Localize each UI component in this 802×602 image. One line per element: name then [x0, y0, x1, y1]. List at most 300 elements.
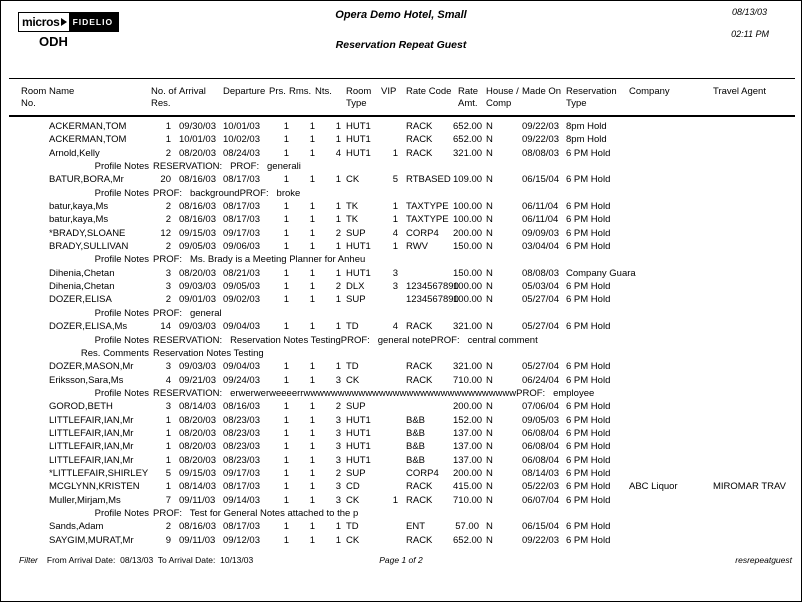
cell-name: Dihenia,Chetan — [49, 281, 115, 293]
cell-room_type: HUT1 — [346, 121, 371, 132]
cell-room_type: HUT1 — [346, 441, 371, 453]
cell-company — [627, 320, 709, 333]
note-cell — [9, 253, 795, 266]
cell-res: 1 — [165, 134, 171, 146]
cell-room_no — [9, 213, 47, 226]
cell-rate_code: B&B — [406, 454, 426, 466]
cell-room_type: SUP — [346, 294, 366, 306]
cell-made_on: 06/08/04 — [522, 441, 559, 453]
cell-travel_agent — [709, 467, 795, 480]
note-text: PROF: general — [153, 307, 222, 319]
cell-rate_code: RACK — [406, 361, 433, 373]
cell-arrival: 08/20/03 — [179, 454, 216, 466]
cell-room_type: CK — [346, 174, 360, 186]
cell-departure: 09/17/03 — [223, 467, 260, 479]
cell-departure: 09/12/03 — [223, 534, 260, 546]
cell-rate_amt: 137.00 — [453, 441, 483, 453]
cell-room_no — [9, 147, 47, 160]
cell-room_type: HUT1 — [346, 414, 371, 426]
cell-res_type: 6 PM Hold — [566, 414, 611, 426]
cell-nts: 4 — [335, 147, 341, 159]
cell-vip: 3 — [392, 267, 398, 279]
cell-rate_amt: 152.00 — [453, 414, 483, 426]
table-row — [9, 534, 795, 547]
cell-nts: 3 — [335, 494, 341, 506]
cell-house_comp: N — [486, 454, 493, 466]
cell-departure: 10/01/03 — [223, 121, 260, 132]
cell-departure: 08/23/03 — [223, 441, 260, 453]
cell-room_no — [9, 427, 47, 440]
cell-rms: 1 — [309, 361, 315, 373]
cell-house_comp: N — [486, 147, 493, 159]
cell-made_on: 07/06/04 — [522, 401, 559, 413]
cell-company — [627, 227, 709, 240]
cell-arrival: 08/20/03 — [179, 414, 216, 426]
cell-rms: 1 — [309, 174, 315, 186]
table-row — [9, 213, 795, 226]
cell-res: 2 — [165, 294, 171, 306]
cell-rms: 1 — [309, 454, 315, 466]
cell-house_comp: N — [486, 521, 493, 533]
cell-company — [627, 293, 709, 306]
cell-house_comp: N — [486, 121, 493, 132]
cell-travel_agent — [709, 360, 795, 373]
note-text: PROF: Ms. Brady is a Meeting Planner for Anheu — [153, 254, 366, 266]
cell-made_on: 06/15/04 — [522, 521, 559, 533]
note-text: Reservation Notes Testing — [153, 347, 264, 359]
cell-travel_agent — [709, 293, 795, 306]
cell-res: 12 — [160, 227, 171, 239]
note-row — [9, 507, 795, 520]
col-header-made_on: Made On — [522, 86, 562, 97]
cell-house_comp: N — [486, 321, 493, 333]
cell-prs: 1 — [283, 321, 289, 333]
cell-house_comp: N — [486, 294, 493, 306]
cell-arrival: 08/16/03 — [179, 201, 216, 213]
cell-vip — [379, 400, 398, 413]
table-row — [9, 454, 795, 467]
cell-res: 1 — [165, 481, 171, 493]
cell-vip: 1 — [392, 494, 398, 506]
cell-vip: 4 — [392, 321, 398, 333]
cell-name: BATUR,BORA,Mr — [49, 174, 124, 186]
note-cell — [9, 334, 795, 347]
cell-name: LITTLEFAIR,IAN,Mr — [49, 414, 134, 426]
cell-arrival: 08/16/03 — [179, 174, 216, 186]
cell-room_type: CK — [346, 534, 360, 546]
report-title: Reservation Repeat Guest — [335, 39, 467, 51]
filter-text: From Arrival Date: 08/13/03 To Arrival Date: 10/13/03 — [46, 555, 254, 565]
cell-nts: 1 — [335, 521, 341, 533]
cell-vip: 1 — [392, 214, 398, 226]
cell-vip — [379, 534, 398, 547]
note-row — [9, 307, 795, 320]
cell-nts: 1 — [335, 121, 341, 132]
cell-name: BRADY,SULLIVAN — [49, 241, 129, 253]
note-row — [9, 160, 795, 173]
col-header-travel_agent: Travel Agent — [713, 86, 766, 97]
report-date: 08/13/03 — [731, 7, 767, 17]
cell-res_type: 6 PM Hold — [566, 321, 611, 333]
cell-res_type: 6 PM Hold — [566, 534, 611, 546]
cell-res_type: 6 PM Hold — [566, 147, 611, 159]
cell-room_no — [9, 133, 47, 146]
header-row — [9, 86, 795, 109]
cell-house_comp: N — [486, 374, 493, 386]
cell-res_type: 8pm Hold — [566, 134, 607, 146]
cell-res: 4 — [165, 374, 171, 386]
cell-res_type: 6 PM Hold — [566, 441, 611, 453]
cell-arrival: 09/21/03 — [179, 374, 216, 386]
cell-rate_amt: 109.00 — [453, 174, 483, 186]
cell-name: Arnold,Kelly — [49, 147, 100, 159]
cell-prs: 1 — [283, 201, 289, 213]
property-code: ODH — [39, 34, 68, 49]
top-rule — [9, 78, 795, 79]
cell-res_type: 6 PM Hold — [566, 281, 611, 293]
table-row — [9, 200, 795, 213]
cell-room_no — [9, 173, 47, 186]
cell-rate_code: RACK — [406, 374, 433, 386]
cell-rms: 1 — [309, 147, 315, 159]
note-label: Profile Notes — [94, 161, 149, 173]
cell-departure: 09/06/03 — [223, 241, 260, 253]
note-label: Profile Notes — [94, 507, 149, 519]
cell-room_no — [9, 520, 47, 533]
cell-rate_code: RACK — [406, 121, 433, 132]
cell-res: 5 — [165, 467, 171, 479]
logo-arrow-icon — [61, 18, 71, 26]
cell-travel_agent: MIROMAR TRAV — [713, 481, 787, 493]
cell-made_on: 05/27/04 — [522, 294, 559, 306]
cell-res: 2 — [165, 147, 171, 159]
cell-rate_code: TAXTYPE — [406, 214, 449, 226]
cell-rate_code: B&B — [406, 414, 426, 426]
cell-room_type: TK — [346, 201, 359, 213]
cell-room_type: CK — [346, 494, 360, 506]
cell-room_type: CK — [346, 374, 360, 386]
cell-made_on: 09/05/03 — [522, 414, 559, 426]
cell-res_type: 6 PM Hold — [566, 401, 611, 413]
cell-res_type: 6 PM Hold — [566, 201, 611, 213]
hotel-name-title: Opera Demo Hotel, Small — [335, 9, 467, 21]
cell-res_type: 8pm Hold — [566, 121, 607, 132]
cell-arrival: 09/11/03 — [179, 534, 216, 546]
cell-departure: 08/23/03 — [223, 454, 260, 466]
cell-res_type: 6 PM Hold — [566, 494, 611, 506]
cell-company: ABC Liquor — [629, 481, 678, 493]
cell-vip — [379, 360, 398, 373]
table-row — [9, 293, 795, 306]
cell-res_type: 6 PM Hold — [566, 467, 611, 479]
cell-prs: 1 — [283, 134, 289, 146]
cell-res: 3 — [165, 361, 171, 373]
col-header-rate_code: Rate Code — [406, 86, 452, 97]
cell-prs: 1 — [283, 241, 289, 253]
cell-vip — [379, 374, 398, 387]
cell-res_type: 6 PM Hold — [566, 361, 611, 373]
cell-departure: 09/05/03 — [223, 281, 260, 293]
note-label: Profile Notes — [94, 254, 149, 266]
cell-travel_agent — [709, 147, 795, 160]
cell-room_no — [9, 374, 47, 387]
cell-nts: 2 — [335, 467, 341, 479]
cell-rate_code: RACK — [406, 494, 433, 506]
note-row — [9, 187, 795, 200]
cell-res: 9 — [165, 534, 171, 546]
cell-name: Muller,Mirjam,Ms — [49, 494, 121, 506]
cell-rms: 1 — [309, 134, 315, 146]
cell-rate_amt: 100.00 — [453, 201, 483, 213]
cell-company — [627, 440, 709, 453]
cell-departure: 09/02/03 — [223, 294, 260, 306]
cell-made_on: 06/07/04 — [522, 494, 559, 506]
cell-prs: 1 — [283, 281, 289, 293]
cell-rms: 1 — [309, 121, 315, 132]
cell-arrival: 08/14/03 — [179, 481, 216, 493]
note-text: RESERVATION: PROF: generali — [153, 161, 301, 173]
cell-room_type: SUP — [346, 467, 366, 479]
cell-res: 1 — [165, 441, 171, 453]
cell-arrival: 09/03/03 — [179, 361, 216, 373]
cell-res: 1 — [165, 414, 171, 426]
cell-res: 1 — [165, 454, 171, 466]
cell-travel_agent — [709, 440, 795, 453]
col-header-res: No. of Res. — [151, 86, 177, 109]
cell-rate_amt: 100.00 — [453, 281, 483, 293]
cell-house_comp: N — [486, 134, 493, 146]
note-text: RESERVATION: Reservation Notes TestingPROF: general notePROF: central comment — [153, 334, 538, 346]
cell-res_type: 6 PM Hold — [566, 227, 611, 239]
cell-travel_agent — [709, 534, 795, 547]
cell-company — [627, 133, 709, 146]
cell-res_type: Company Guara — [566, 267, 636, 279]
cell-made_on: 06/11/04 — [522, 201, 559, 213]
cell-departure: 09/04/03 — [223, 321, 260, 333]
cell-room_type: TD — [346, 321, 359, 333]
cell-room_no — [9, 360, 47, 373]
cell-made_on: 09/22/03 — [522, 534, 559, 546]
cell-vip — [379, 120, 398, 133]
cell-vip — [379, 427, 398, 440]
cell-travel_agent — [709, 400, 795, 413]
cell-prs: 1 — [283, 481, 289, 493]
table-row — [9, 520, 795, 533]
cell-name: ACKERMAN,TOM — [49, 121, 127, 132]
note-text: PROF: Test for General Notes attached to the p — [153, 507, 359, 519]
cell-travel_agent — [709, 267, 795, 280]
cell-room_no — [9, 280, 47, 293]
cell-vip — [379, 133, 398, 146]
col-header-res_type: Reservation Type — [566, 86, 617, 109]
cell-company — [627, 267, 709, 280]
cell-res_type: 6 PM Hold — [566, 214, 611, 226]
cell-res: 3 — [165, 281, 171, 293]
cell-rate_amt: 321.00 — [453, 361, 483, 373]
cell-departure: 08/23/03 — [223, 427, 260, 439]
cell-rate_code: RACK — [406, 147, 433, 159]
cell-name: *LITTLEFAIR,SHIRLEY — [49, 467, 149, 479]
cell-rms: 1 — [309, 281, 315, 293]
cell-room_no — [9, 454, 47, 467]
report-time: 02:11 PM — [731, 29, 769, 39]
cell-rate_amt: 652.00 — [453, 534, 483, 546]
cell-travel_agent — [709, 173, 795, 186]
cell-house_comp: N — [486, 494, 493, 506]
cell-rms: 1 — [309, 241, 315, 253]
cell-company — [627, 280, 709, 293]
cell-res_type: 6 PM Hold — [566, 454, 611, 466]
cell-room_no — [9, 227, 47, 240]
cell-nts: 1 — [335, 214, 341, 226]
cell-arrival: 09/15/03 — [179, 227, 216, 239]
cell-rms: 1 — [309, 294, 315, 306]
cell-house_comp: N — [486, 267, 493, 279]
cell-vip — [379, 480, 398, 493]
note-row — [9, 253, 795, 266]
cell-res: 2 — [165, 521, 171, 533]
cell-rate_amt: 57.00 — [455, 521, 479, 533]
cell-arrival: 08/16/03 — [179, 521, 216, 533]
cell-room_type: HUT1 — [346, 427, 371, 439]
cell-rms: 1 — [309, 481, 315, 493]
cell-rate_amt: 150.00 — [453, 267, 483, 279]
cell-travel_agent — [709, 280, 795, 293]
cell-departure: 09/24/03 — [223, 374, 260, 386]
note-label: Profile Notes — [94, 387, 149, 399]
cell-made_on: 09/22/03 — [522, 121, 559, 132]
cell-room_type: TK — [346, 214, 359, 226]
cell-rate_amt: 200.00 — [453, 401, 483, 413]
cell-nts: 2 — [335, 227, 341, 239]
cell-prs: 1 — [283, 174, 289, 186]
cell-nts: 1 — [335, 134, 341, 146]
cell-made_on: 05/03/04 — [522, 281, 559, 293]
cell-nts: 3 — [335, 481, 341, 493]
cell-room_type: DLX — [346, 281, 365, 293]
cell-arrival: 08/20/03 — [179, 267, 216, 279]
cell-vip: 1 — [392, 241, 398, 253]
cell-rms: 1 — [309, 267, 315, 279]
cell-room_type: HUT1 — [346, 454, 371, 466]
cell-departure: 08/17/03 — [223, 201, 260, 213]
cell-res: 3 — [165, 267, 171, 279]
cell-room_no — [9, 320, 47, 333]
cell-departure: 08/17/03 — [223, 481, 260, 493]
cell-company — [627, 494, 709, 507]
cell-rate_code: 1234567890 — [406, 281, 459, 293]
cell-rms: 1 — [309, 534, 315, 546]
cell-travel_agent — [709, 454, 795, 467]
cell-made_on: 06/08/04 — [522, 427, 559, 439]
cell-res: 2 — [165, 241, 171, 253]
cell-house_comp: N — [486, 174, 493, 186]
cell-rms: 1 — [309, 214, 315, 226]
cell-made_on: 05/22/03 — [522, 481, 559, 493]
cell-house_comp: N — [486, 281, 493, 293]
table-row — [9, 147, 795, 160]
cell-name: GOROD,BETH — [49, 401, 113, 413]
note-row — [9, 387, 795, 400]
cell-nts: 3 — [335, 374, 341, 386]
cell-prs: 1 — [283, 414, 289, 426]
cell-res: 1 — [165, 121, 171, 132]
cell-room_type: TD — [346, 361, 359, 373]
cell-nts: 3 — [335, 454, 341, 466]
cell-res_type: 6 PM Hold — [566, 481, 611, 493]
table-row — [9, 467, 795, 480]
cell-name: SAYGIM,MURAT,Mr — [49, 534, 134, 546]
cell-departure: 08/17/03 — [223, 214, 260, 226]
cell-rms: 1 — [309, 414, 315, 426]
report-code: resrepeatguest — [735, 555, 792, 565]
col-header-prs: Prs. — [269, 86, 286, 97]
col-header-house_comp: House / Comp — [486, 86, 519, 109]
cell-rate_code: B&B — [406, 427, 426, 439]
col-header-room_type: Room Type — [346, 86, 372, 109]
cell-company — [627, 400, 709, 413]
cell-prs: 1 — [283, 401, 289, 413]
cell-name: ACKERMAN,TOM — [49, 134, 127, 146]
cell-nts: 3 — [335, 414, 341, 426]
cell-travel_agent — [709, 240, 795, 253]
cell-prs: 1 — [283, 454, 289, 466]
cell-nts: 1 — [335, 534, 341, 546]
note-text: RESERVATION: erwerwerweeeerrwwwwwwwwwwwwwwwwwwwwwwwwwwwwwwwPROF: employee — [153, 387, 595, 399]
cell-made_on: 06/08/04 — [522, 454, 559, 466]
table-row — [9, 374, 795, 387]
cell-rate_code: CORP4 — [406, 467, 439, 479]
note-cell — [9, 187, 795, 200]
cell-res_type: 6 PM Hold — [566, 241, 611, 253]
cell-made_on: 08/08/03 — [522, 267, 559, 279]
cell-room_no — [9, 120, 47, 133]
table-row — [9, 133, 795, 146]
cell-arrival: 08/20/03 — [179, 427, 216, 439]
cell-prs: 1 — [283, 521, 289, 533]
cell-rms: 1 — [309, 427, 315, 439]
cell-name: Eriksson,Sara,Ms — [49, 374, 124, 386]
cell-company — [627, 173, 709, 186]
header-rule — [9, 115, 795, 117]
cell-departure: 09/17/03 — [223, 227, 260, 239]
cell-res: 7 — [165, 494, 171, 506]
cell-rate_amt: 321.00 — [453, 321, 483, 333]
cell-vip: 4 — [392, 227, 398, 239]
note-cell — [9, 387, 795, 400]
cell-name: *BRADY,SLOANE — [49, 227, 126, 239]
cell-prs: 1 — [283, 147, 289, 159]
cell-rms: 1 — [309, 401, 315, 413]
cell-name: Sands,Adam — [49, 521, 104, 533]
note-row — [9, 347, 795, 360]
cell-name: DOZER,ELISA — [49, 294, 112, 306]
cell-prs: 1 — [283, 467, 289, 479]
filter-label: Filter — [19, 555, 38, 565]
table-row — [9, 494, 795, 507]
cell-room_type: HUT1 — [346, 147, 371, 159]
reservation-rows — [9, 120, 795, 547]
cell-house_comp: N — [486, 467, 493, 479]
table-row — [9, 360, 795, 373]
report-table — [9, 78, 795, 547]
table-row — [9, 480, 795, 493]
cell-prs: 1 — [283, 494, 289, 506]
cell-departure: 08/21/03 — [223, 267, 260, 279]
cell-arrival: 08/14/03 — [179, 401, 216, 413]
cell-house_comp: N — [486, 214, 493, 226]
cell-made_on: 06/24/04 — [522, 374, 559, 386]
